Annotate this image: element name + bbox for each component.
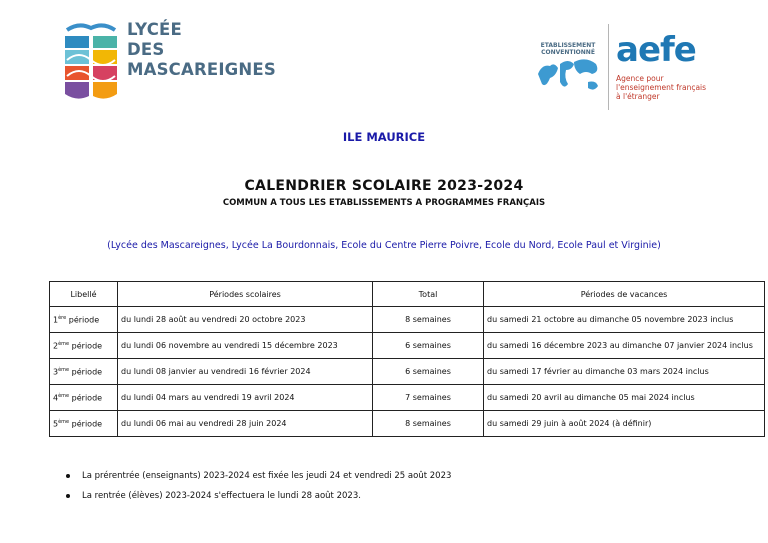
period-suffix: ème — [58, 418, 70, 425]
header-total: Total — [373, 282, 484, 307]
period-suffix: ème — [58, 340, 70, 347]
aefe-wordmark: aefe — [616, 30, 696, 70]
holiday-period: du samedi 16 décembre 2023 au dimanche 07 janvier 2024 inclus — [484, 333, 765, 359]
conventionne-label — [536, 42, 600, 56]
note-text: La rentrée (élèves) 2023-2024 s'effectuera le lundi 28 août 2023. — [82, 491, 361, 501]
period-suffix: ère — [58, 314, 67, 321]
header-periodes-vacances: Périodes de vacances — [484, 282, 765, 307]
schools-list: (Lycée des Mascareignes, Lycée La Bourdonnais, Ecole du Centre Pierre Poivre, Ecole du Nord, Ecole Paul et Virginie) — [107, 240, 661, 251]
school-period: du lundi 28 août au vendredi 20 octobre 2023 — [118, 307, 373, 333]
period-word: période — [69, 367, 103, 377]
conventionne-line-2: CONVENTIONNÉ — [541, 49, 595, 56]
school-period: du lundi 08 janvier au vendredi 16 février 2024 — [118, 359, 373, 385]
header-periodes-scolaires: Périodes scolaires — [118, 282, 373, 307]
page-subtitle: COMMUN A TOUS LES ETABLISSEMENTS A PROGRAMMES FRANÇAIS — [222, 198, 546, 208]
logo-divider — [608, 24, 609, 110]
bullet-icon — [66, 474, 70, 478]
holiday-period: du samedi 29 juin à août 2024 (à définir) — [484, 411, 765, 437]
school-period: du lundi 04 mars au vendredi 19 avril 2024 — [118, 385, 373, 411]
period-label — [50, 385, 118, 411]
aefe-subtitle-line-3: à l'étranger — [616, 92, 660, 101]
aefe-subtitle — [616, 74, 726, 101]
holiday-period: du samedi 21 octobre au dimanche 05 novembre 2023 inclus — [484, 307, 765, 333]
period-number: 4 — [53, 393, 59, 403]
table-row — [50, 411, 765, 437]
total-weeks: 8 semaines — [373, 411, 484, 437]
period-label — [50, 411, 118, 437]
period-suffix: ème — [58, 392, 70, 399]
period-number: 5 — [53, 419, 59, 429]
period-word: période — [66, 315, 100, 325]
holiday-period: du samedi 17 février au dimanche 03 mars 2024 inclus — [484, 359, 765, 385]
conventionne-line-1: ETABLISSEMENT — [540, 42, 596, 49]
period-label — [50, 307, 118, 333]
period-number: 3 — [53, 367, 59, 377]
period-word: période — [69, 393, 103, 403]
total-weeks: 6 semaines — [373, 359, 484, 385]
aefe-logo — [534, 24, 724, 110]
school-name-line-2: DES — [127, 40, 165, 59]
table-header-row — [50, 282, 765, 307]
list-item — [66, 486, 451, 506]
country-heading: ILE MAURICE — [342, 130, 426, 144]
notes-list — [66, 466, 451, 506]
school-name-line-1: LYCÉE — [127, 20, 182, 39]
period-label — [50, 333, 118, 359]
list-item — [66, 466, 451, 486]
page-title: CALENDRIER SCOLAIRE 2023-2024 — [244, 178, 524, 194]
table-row — [50, 385, 765, 411]
note-text: La prérentrée (enseignants) 2023-2024 est fixée les jeudi 24 et vendredi 25 août 2023 — [82, 471, 452, 481]
period-label — [50, 359, 118, 385]
bullet-icon — [66, 494, 70, 498]
school-emblem-icon — [63, 20, 119, 102]
holiday-period: du samedi 20 avril au dimanche 05 mai 2024 inclus — [484, 385, 765, 411]
table-row — [50, 359, 765, 385]
table-row — [50, 307, 765, 333]
calendar-table — [49, 281, 765, 437]
school-period: du lundi 06 novembre au vendredi 15 décembre 2023 — [118, 333, 373, 359]
aefe-subtitle-line-1: Agence pour — [616, 74, 664, 83]
aefe-subtitle-line-2: l'enseignement français — [616, 83, 707, 92]
total-weeks: 7 semaines — [373, 385, 484, 411]
total-weeks: 6 semaines — [373, 333, 484, 359]
period-number: 2 — [53, 341, 59, 351]
period-suffix: ème — [58, 366, 70, 373]
school-name-line-3: MASCAREIGNES — [127, 60, 276, 79]
school-logo — [63, 20, 283, 108]
header-libelle: Libellé — [50, 282, 118, 307]
period-word: période — [69, 341, 103, 351]
period-word: période — [69, 419, 103, 429]
school-period: du lundi 06 mai au vendredi 28 juin 2024 — [118, 411, 373, 437]
table-row — [50, 333, 765, 359]
school-name — [127, 20, 276, 80]
period-number: 1 — [53, 315, 59, 325]
total-weeks: 8 semaines — [373, 307, 484, 333]
